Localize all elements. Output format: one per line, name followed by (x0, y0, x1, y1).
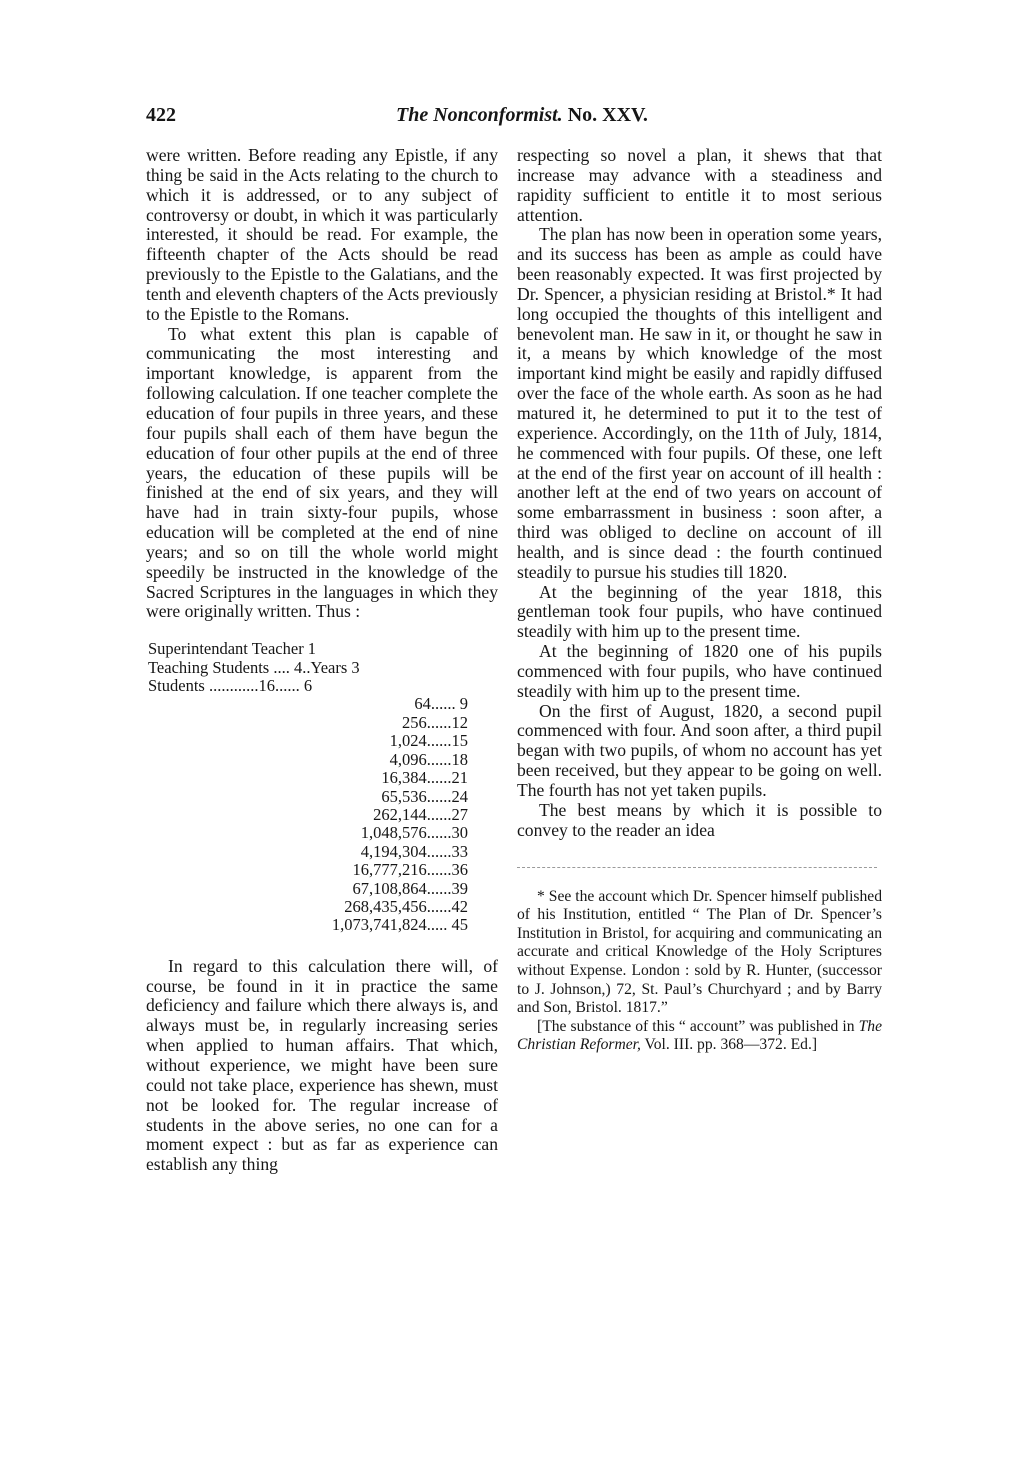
students-count: 65,536 (381, 786, 427, 806)
table-row: 262,144 ...... 27 (373, 804, 468, 824)
years-count: 18 (451, 749, 468, 769)
students-count: 4,096 (389, 749, 427, 769)
table-row-superintendant: Superintendant Teacher 1 (148, 639, 317, 659)
table-row: 268,435,456 ...... 42 (344, 896, 468, 916)
students-count: 4,194,304 (360, 841, 427, 861)
paragraph-calculation-caveat: In regard to this calculation there will, of course, be found in it in practice the same deficiency and failure which there always is, and always must be, in regularly increasing series when applied to human affairs. That which, without experience, we might have been sure could not take place, experience has shewn, must not be looked for. The regular increase of students in the above series, no one can for a moment expect : but as far as experience can establish any thing (146, 955, 498, 1175)
students-count: 262,144 (373, 804, 427, 824)
table-row: 16,384 ...... 21 (381, 768, 468, 788)
students-count: 256 (402, 712, 427, 732)
students-count: 64 (414, 694, 431, 714)
students-count: 67,108,864 (352, 878, 427, 898)
paragraph-1820: At the beginning of 1820 one of his pupils commenced with four pupils, who have continued steadily with him up to the present time. (517, 641, 882, 701)
paragraph-best-means: The best means by which it is possible to convey to the reader an idea (517, 799, 882, 840)
students-count: 268,435,456 (344, 896, 427, 916)
students-count: 1,024 (389, 731, 427, 751)
running-title (396, 104, 648, 127)
years-count: 21 (451, 768, 468, 788)
footnote-divider (517, 867, 877, 868)
students-count: 16,777,216 (352, 860, 427, 880)
years-count: 39 (451, 878, 468, 898)
right-column (517, 146, 882, 1055)
years-count: 45 (451, 915, 468, 935)
years-count: 27 (451, 804, 468, 824)
table-row: 67,108,864 ...... 39 (352, 878, 468, 898)
paragraph-august-1820: On the first of August, 1820, a second pupil commenced with four. And soon after, a third pupil began with two pupils, of whom no account has yet been received, but they appear to be going on well. The fourth has not yet taken pupils. (517, 700, 882, 800)
table-row: 256 ...... 12 (402, 712, 468, 732)
table-row: 1,048,576 ...... 30 (360, 823, 468, 843)
footnote-text: [The substance of this “ account” was published in (537, 1017, 859, 1035)
table-row: 4,096 ...... 18 (389, 749, 468, 769)
footnote-editor-note (517, 1018, 882, 1055)
table-row: 16,777,216 ...... 36 (352, 860, 468, 880)
paragraph-continued: were written. Before reading any Epistle, if any thing be said in the Acts relating to the church to which it is addressed, or to any subject of controversy or doubt, in which it was particularly interested, it should be read. For example, the fifteenth chapter of the Acts should be read previously to the Epistle to the Galatians, and the tenth and eleventh chapters of the Acts previously to the Epistle to the Romans. (146, 145, 498, 324)
table-row: 4,194,304 ...... 33 (360, 841, 468, 861)
years-count: 30 (451, 823, 468, 843)
table-row-students: Students ............16...... 6 (148, 676, 313, 696)
students-count: 1,073,741,824 (331, 915, 427, 935)
table-row: 1,024 ...... 15 (389, 731, 468, 751)
years-count: 33 (451, 841, 468, 861)
table-row: 64 ...... 9 (414, 694, 468, 714)
table-row-teaching-students: Teaching Students .... 4..Years 3 (148, 657, 360, 677)
publication-title: The Christian Reformer, (517, 1017, 882, 1054)
years-count: 15 (451, 731, 468, 751)
issue-number: No. XXV. (562, 104, 648, 126)
years-count: 36 (451, 860, 468, 880)
paragraph-calculation-intro: To what extent this plan is capable of communicating the most interesting and important knowledge, is apparent from the following calculation. If one teacher complete the education of four pupils in three years, and these four pupils shall each of them have begun the education of four other pupils at the end of three years, the education of these pupils will be finished at the end of six years, and they will have had in train sixty-four pupils, whose education will be completed at the end of nine years; and so on till the whole world might speedily be instructed in the knowledge of the Sacred Scriptures in the languages in which they were originally written. Thus : (146, 323, 498, 622)
paragraph-plan-history: The plan has now been in operation some years, and its success has been as ample as could have been reasonably expected. It was first projected by Dr. Spencer, a physician residing at Bristol.* It had long occupied the thoughts of this intelligent and benevolent man. He saw in it, or thought he saw in it, a means by which knowledge of the most important kind might be easily and rapidly diffused over the face of the whole earth. As soon as he had matured it, he determined to put it to the test of experience. Accordingly, on the 11th of July, 1814, he commenced with four pupils. Of these, one left at the end of the first year on account of ill health : another left at the end of two years on account of some embarrassment in business : soon after, a third was obliged to decline on account of ill health, and is since dead : the fourth continued steadily to pursue his studies till 1820. (517, 224, 882, 582)
paragraph-1818: At the beginning of the year 1818, this gentleman took four pupils, who have continued steadily with him up to the present time. (517, 581, 882, 642)
page-header (146, 104, 881, 130)
years-count: 24 (451, 786, 468, 806)
paragraph-continued: respecting so novel a plan, it shews that that increase may advance with a steadiness and rapidity sufficient to entitle it to most serious attention. (517, 145, 882, 225)
table-row: 65,536 ...... 24 (381, 786, 468, 806)
table-row: 1,073,741,824 ..... 45 (331, 915, 468, 935)
years-count: 42 (451, 896, 468, 916)
students-years-table (146, 640, 498, 935)
footnote-spencer-account: * See the account which Dr. Spencer himself published of his Institution, entitled “ The Plan of Dr. Spencer’s Institution in Bristol, for acquiring and communicating an accurate and critical Knowledge of the Holy Scriptures without Expense. London : sold by R. Hunter, (successor to J. Johnson,) 72, St. Paul’s Churchyard ; and by Barry and Son, Bristol. 1817.” (517, 887, 882, 1017)
years-count: 9 (459, 694, 468, 714)
left-column (146, 146, 498, 1175)
years-count: 12 (451, 712, 468, 732)
footnotes (517, 888, 882, 1055)
footnote-text: Vol. III. pp. 368—372. Ed.] (640, 1036, 818, 1054)
students-count: 1,048,576 (360, 823, 427, 843)
students-count: 16,384 (381, 768, 427, 788)
journal-title: The Nonconformist. (396, 104, 563, 126)
page-number: 422 (146, 104, 176, 126)
